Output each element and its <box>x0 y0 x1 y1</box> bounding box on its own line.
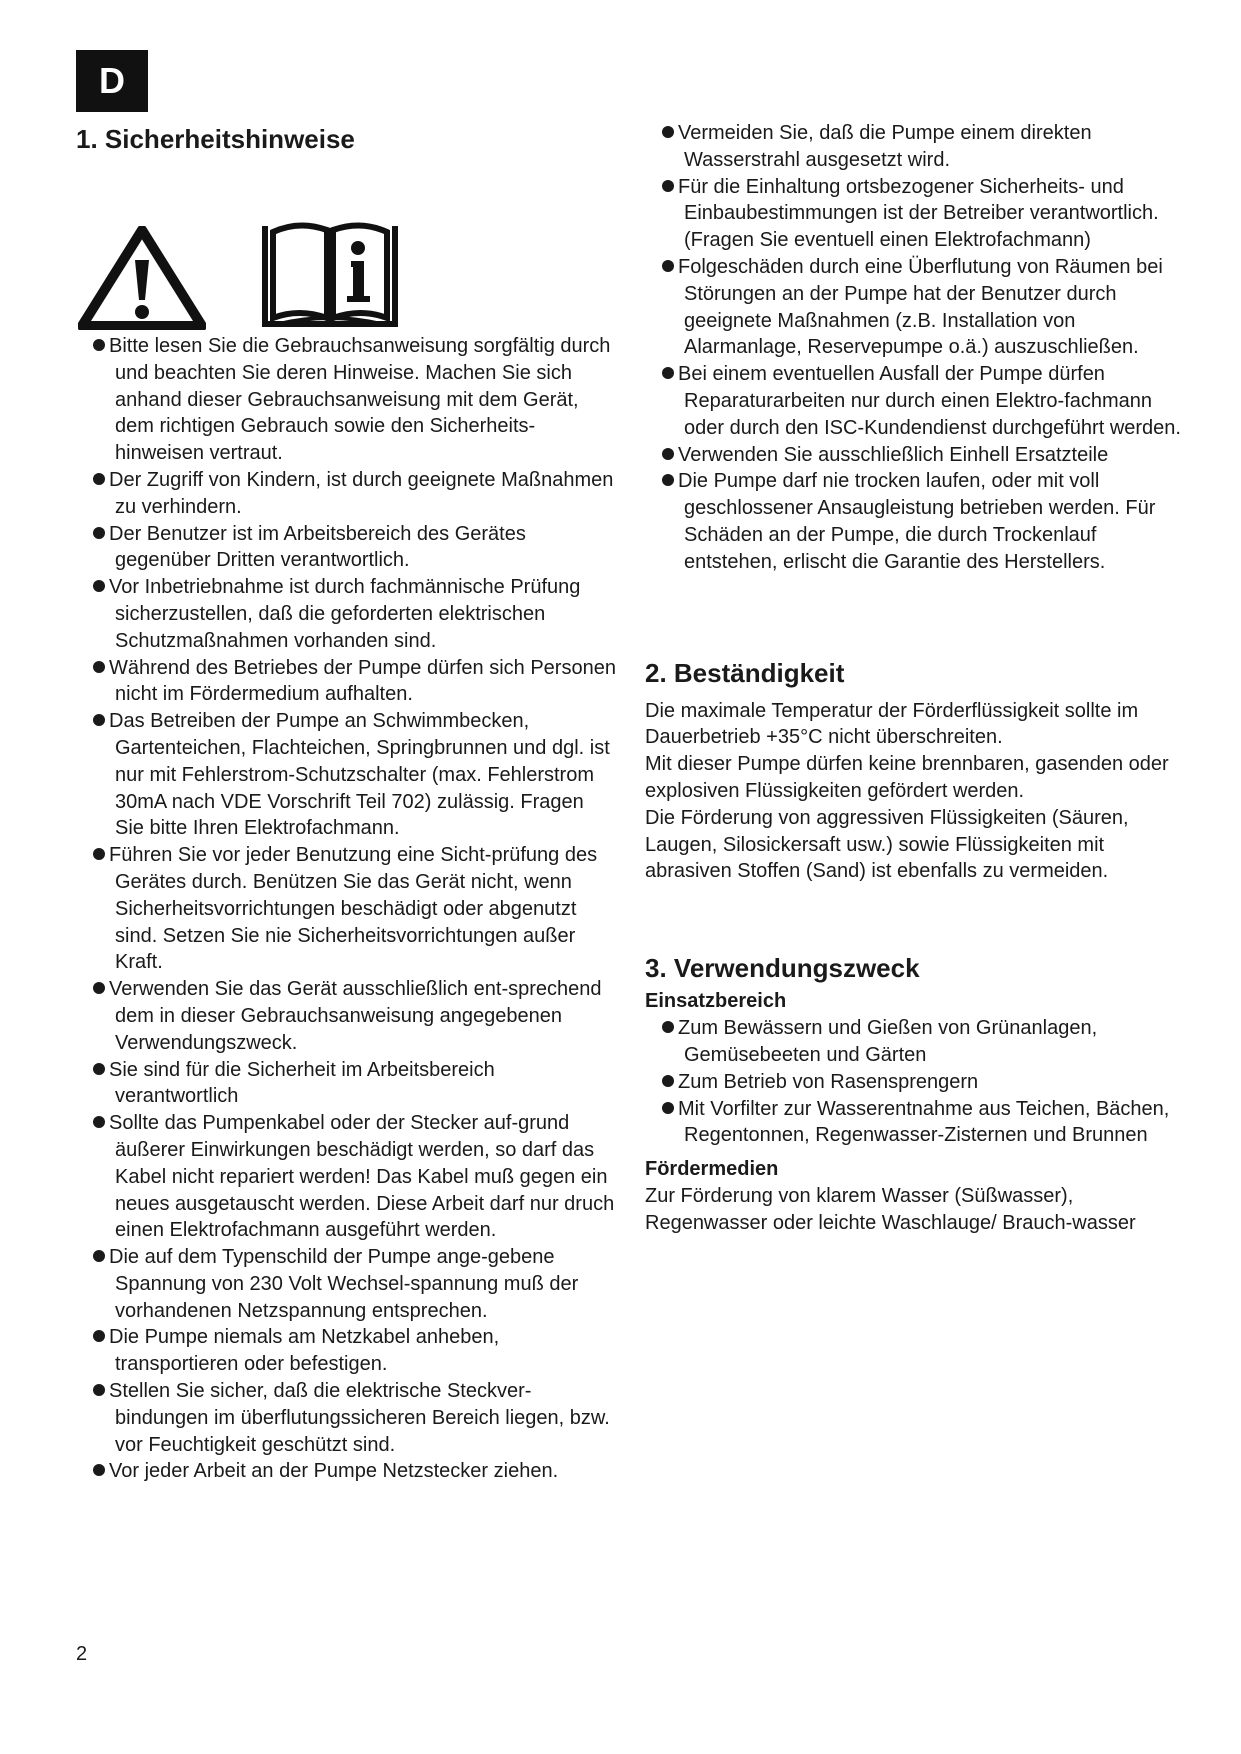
list-item: Für die Einhaltung ortsbezogener Sicherheits- und Einbaubestimmungen ist der Betreiber verantwortlich. (Fragen Sie eventuell einen Elektrofachmann) <box>645 174 1185 254</box>
safety-list-right <box>645 120 1185 576</box>
list-item: Zum Betrieb von Rasensprengern <box>645 1069 1185 1096</box>
list-item: Verwenden Sie das Gerät ausschließlich ent-sprechend dem in dieser Gebrauchsanweisung angegebenen Verwendungszweck. <box>76 976 616 1056</box>
page-number: 2 <box>76 1643 88 1665</box>
list-item: Die Pumpe darf nie trocken laufen, oder mit voll geschlossener Ansaugleistung betrieben werden. Für Schäden an der Pumpe, die durch Trockenlauf entstehen, erlischt die Garantie des Herstellers. <box>645 468 1185 575</box>
bullet-icon <box>662 180 674 192</box>
right-column <box>645 120 1185 1237</box>
bullet-icon <box>93 661 105 673</box>
list-item: Folgeschäden durch eine Überflutung von Räumen bei Störungen an der Pumpe hat der Benutzer durch geeignete Maßnahmen (z.B. Installation von Alarmanlage, Reservepumpe o.ä.) auszuschließen. <box>645 254 1185 361</box>
bullet-icon <box>93 580 105 592</box>
bullet-icon <box>93 714 105 726</box>
list-item: Vermeiden Sie, daß die Pumpe einem direkten Wasserstrahl ausgesetzt wird. <box>645 120 1185 174</box>
bullet-icon <box>93 1063 105 1075</box>
list-item: Zum Bewässern und Gießen von Grünanlagen, Gemüsebeeten und Gärten <box>645 1015 1185 1069</box>
bullet-icon <box>93 473 105 485</box>
list-item: Vor Inbetriebnahme ist durch fachmännische Prüfung sicherzustellen, daß die geforderten elektrischen Schutzmaßnahmen vorhanden sind. <box>76 574 616 654</box>
bullet-icon <box>662 260 674 272</box>
list-item: Stellen Sie sicher, daß die elektrische Steckver-bindungen im überflutungssicheren Bereich liegen, bzw. vor Feuchtigkeit geschützt sind. <box>76 1378 616 1458</box>
list-item: Vor jeder Arbeit an der Pumpe Netzstecker ziehen. <box>76 1458 616 1485</box>
list-item: Bei einem eventuellen Ausfall der Pumpe dürfen Reparaturarbeiten nur durch einen Elektro-fachmann oder durch den ISC-Kundendienst durchgeführt werden. <box>645 361 1185 441</box>
language-badge: D <box>76 50 148 112</box>
section-3-heading: 3. Verwendungszweck <box>645 953 920 984</box>
bullet-icon <box>662 1021 674 1033</box>
list-item: Sie sind für die Sicherheit im Arbeitsbereich verantwortlich <box>76 1057 616 1111</box>
safety-icons <box>76 158 616 333</box>
list-item: Führen Sie vor jeder Benutzung eine Sicht-prüfung des Gerätes durch. Benützen Sie das Gerät nicht, wenn Sicherheitsvorrichtungen beschädigt oder abgenutzt sind. Setzen Sie nie Sicherheitsvorrichtungen außer Kraft. <box>76 842 616 976</box>
list-item: Während des Betriebes der Pumpe dürfen sich Personen nicht im Fördermedium aufhalten. <box>76 655 616 709</box>
bullet-icon <box>662 1102 674 1114</box>
list-item: Der Benutzer ist im Arbeitsbereich des Gerätes gegenüber Dritten verantwortlich. <box>76 521 616 575</box>
list-item: Bitte lesen Sie die Gebrauchsanweisung sorgfältig durch und beachten Sie deren Hinweise. Machen Sie sich anhand dieser Gebrauchsanweisung mit dem Gerät, dem richtigen Gebrauch sowie den Sicherheits-hinweisen vertraut. <box>76 333 616 467</box>
list-item: Verwenden Sie ausschließlich Einhell Ersatzteile <box>645 442 1185 469</box>
bullet-icon <box>93 848 105 860</box>
bullet-icon <box>662 126 674 138</box>
paragraph: Die maximale Temperatur der Förderflüssigkeit sollte im Dauerbetrieb +35°C nicht überschreiten. <box>645 699 1139 749</box>
bullet-icon <box>662 448 674 460</box>
bullet-icon <box>93 1384 105 1396</box>
paragraph: Zur Förderung von klarem Wasser (Süßwasser), Regenwasser oder leichte Waschlauge/ Brauch-wasser <box>645 1185 1136 1234</box>
bullet-icon <box>93 527 105 539</box>
bullet-icon <box>662 474 674 486</box>
section-2-body <box>645 698 1185 886</box>
section-1-heading: 1. Sicherheitshinweise <box>76 124 355 154</box>
safety-list-left <box>76 333 616 1485</box>
list-item: Sollte das Pumpenkabel oder der Stecker auf-grund äußerer Einwirkungen beschädigt werden, so darf das Kabel nicht repariert werden! Das Kabel muß gegen ein neues ausgetauscht werden. Diese Arbeit darf nur druch einen Elektrofachmann ausgeführt werden. <box>76 1110 616 1244</box>
section-2-heading: 2. Beständigkeit <box>645 657 845 688</box>
bullet-icon <box>93 1330 105 1342</box>
list-item: Mit Vorfilter zur Wasserentnahme aus Teichen, Bächen, Regentonnen, Regenwasser-Zisternen und Brunnen <box>645 1096 1185 1150</box>
bullet-icon <box>93 339 105 351</box>
paragraph: Die Förderung von aggressiven Flüssigkeiten (Säuren, Laugen, Silosickersaft usw.) sowie Flüssigkeiten mit abrasiven Stoffen (Sand) ist ebenfalls zu vermeiden. <box>645 806 1129 883</box>
bullet-icon <box>93 1464 105 1476</box>
bullet-icon <box>93 1116 105 1128</box>
list-item: Der Zugriff von Kindern, ist durch geeignete Maßnahmen zu verhindern. <box>76 467 616 521</box>
list-item: Die auf dem Typenschild der Pumpe ange-gebene Spannung von 230 Volt Wechsel-spannung muß der vorhandenen Netzspannung entsprechen. <box>76 1244 616 1324</box>
subheading-einsatzbereich: Einsatzbereich <box>645 990 787 1013</box>
list-item: Das Betreiben der Pumpe an Schwimmbecken, Gartenteichen, Flachteichen, Springbrunnen und dgl. ist nur mit Fehlerstrom-Schutzschalter (max. Fehlerstrom 30mA nach VDE Vorschrift Teil 702) zulässig. Fragen Sie bitte Ihren Elektrofachmann. <box>76 708 616 842</box>
subheading-foerdermedien: Fördermedien <box>645 1158 779 1181</box>
bullet-icon <box>662 367 674 379</box>
left-column <box>76 120 616 1485</box>
bullet-icon <box>93 1250 105 1262</box>
warning-triangle-icon <box>78 226 206 330</box>
bullet-icon <box>662 1075 674 1087</box>
bullet-icon <box>93 982 105 994</box>
paragraph: Mit dieser Pumpe dürfen keine brennbaren, gasenden oder explosiven Flüssigkeiten gefördert werden. <box>645 753 1169 802</box>
usage-list <box>645 1015 1185 1149</box>
list-item: Die Pumpe niemals am Netzkabel anheben, transportieren oder befestigen. <box>76 1324 616 1378</box>
manual-info-icon <box>259 216 401 328</box>
